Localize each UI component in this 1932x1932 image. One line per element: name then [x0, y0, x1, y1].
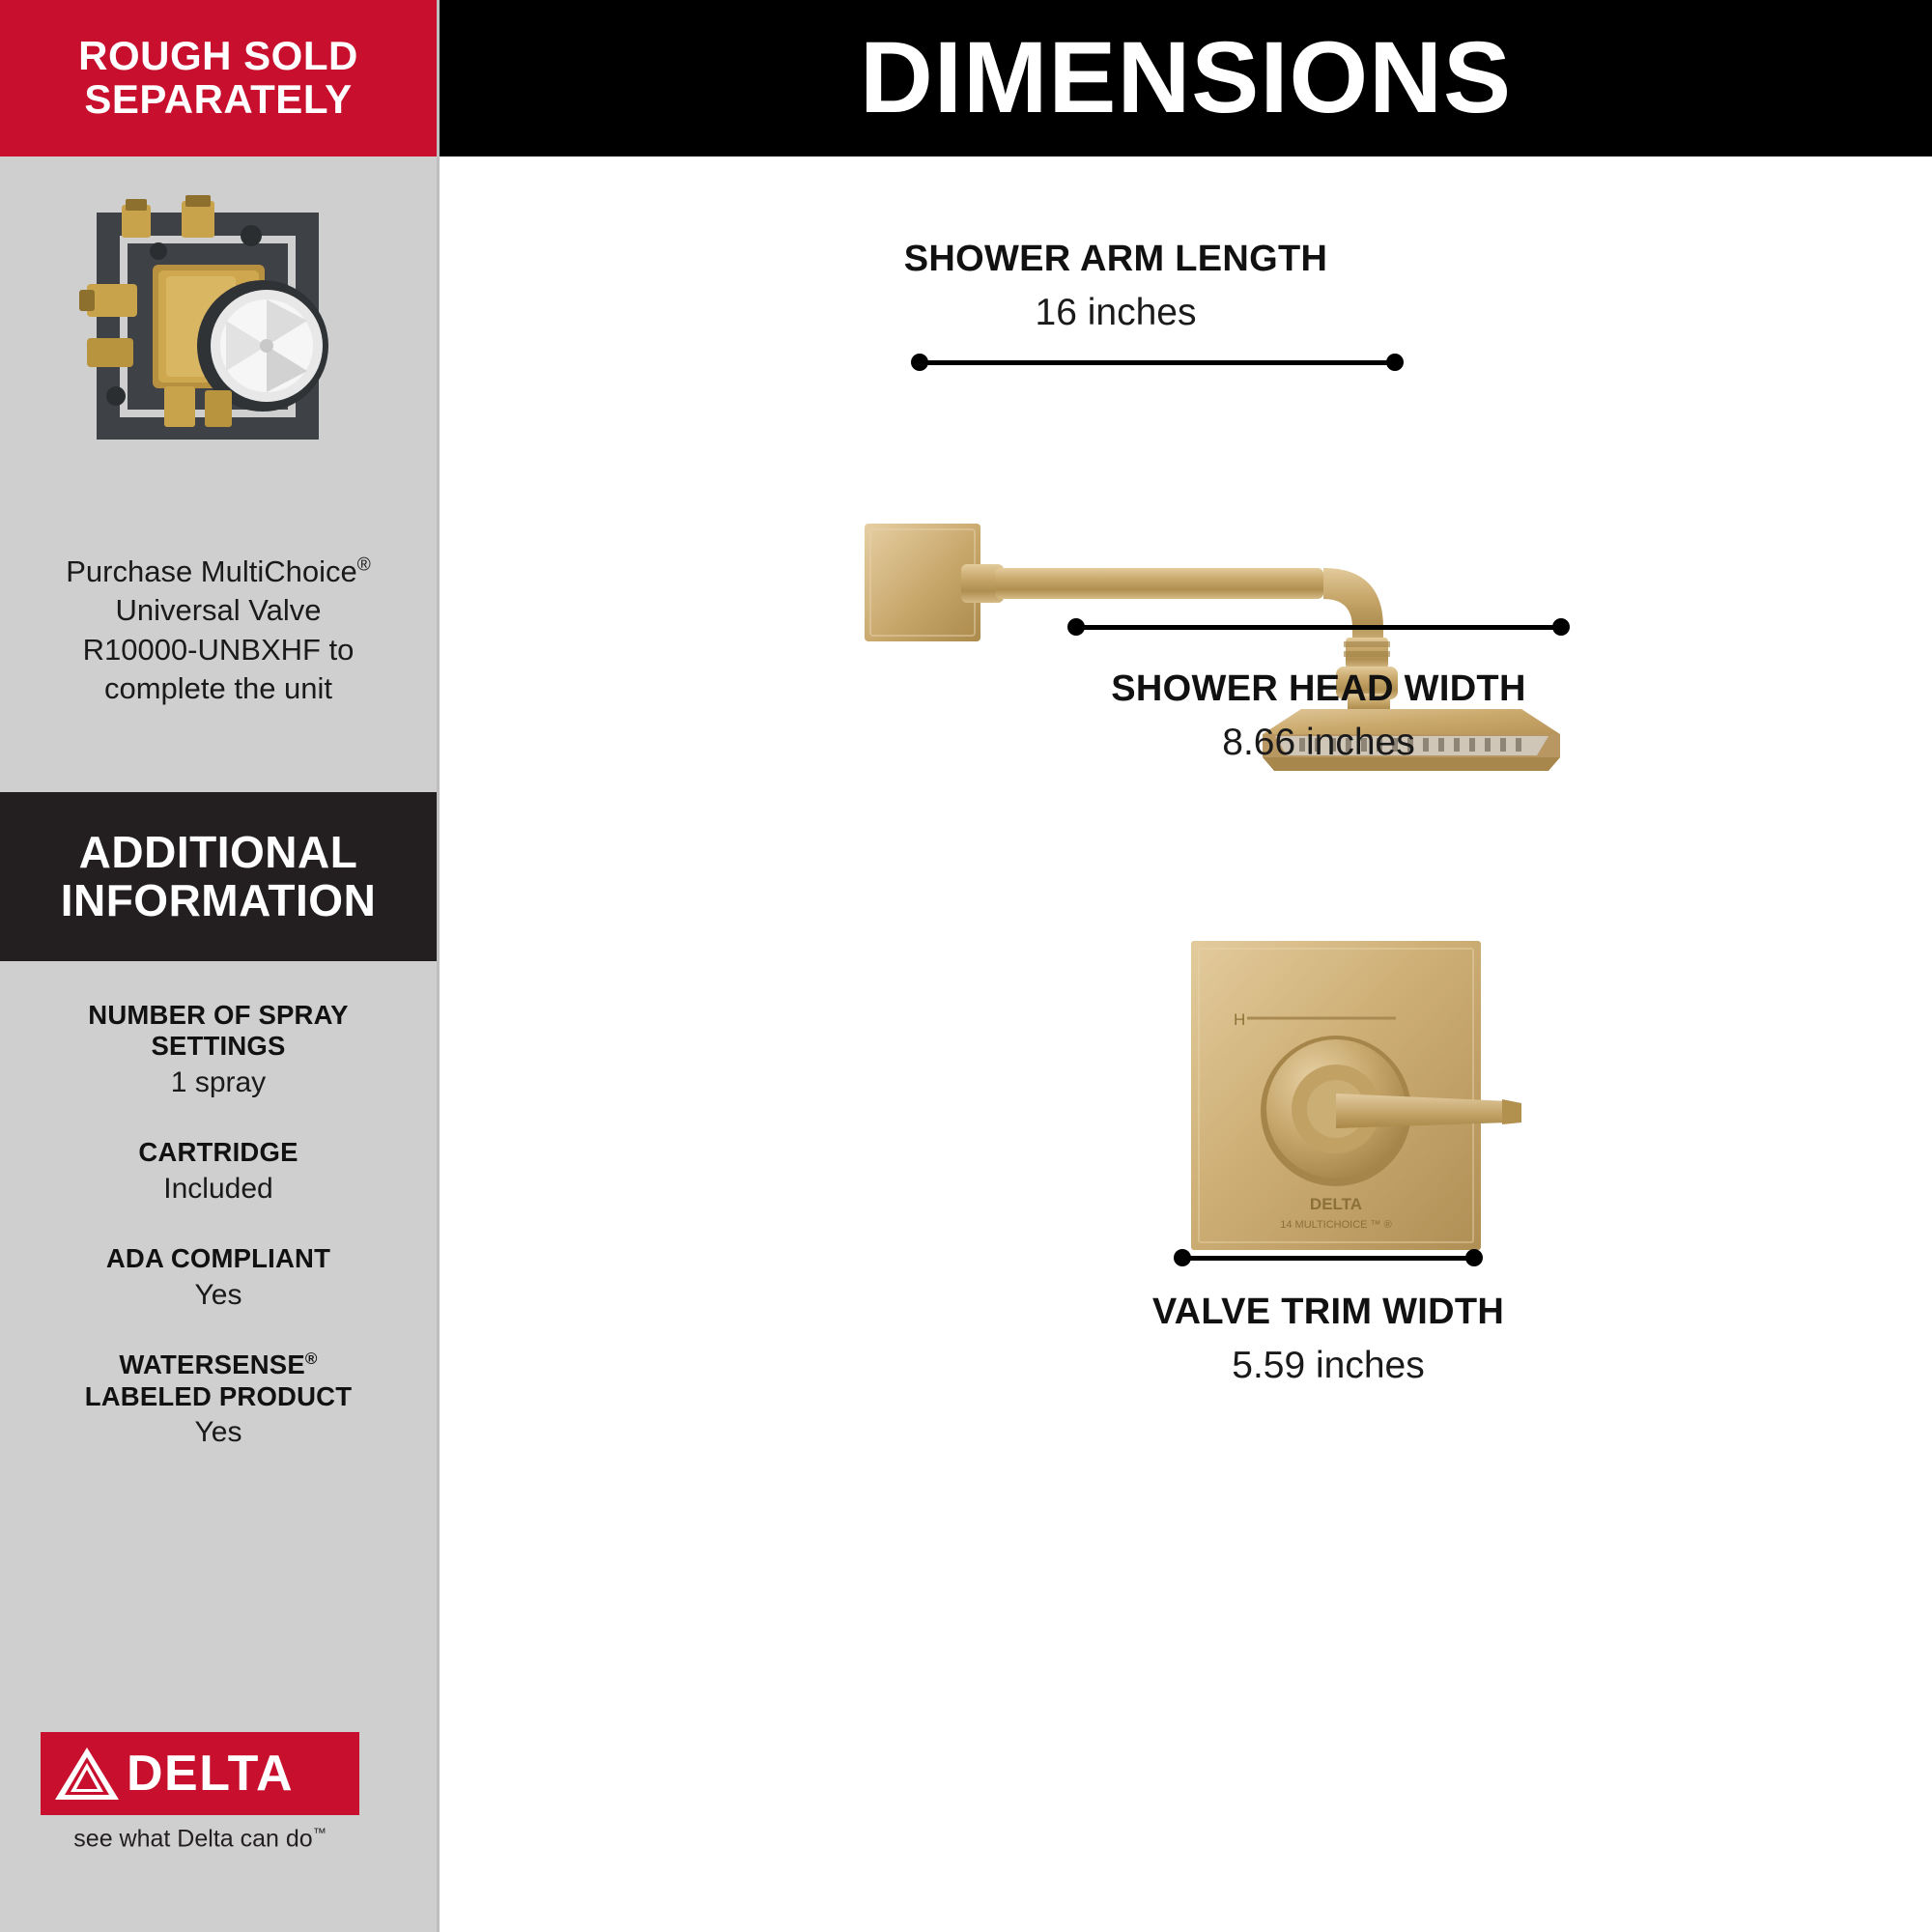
dimension-bar: [1182, 1256, 1474, 1261]
multichoice-universal-valve-image: [58, 176, 377, 495]
page-title-bar: [440, 0, 1932, 156]
registered-mark: ®: [356, 554, 371, 576]
spec-label-line1: CARTRIDGE: [138, 1137, 298, 1168]
rough-banner-line2: SEPARATELY: [84, 76, 353, 122]
spec-ada-compliant: [0, 1243, 437, 1313]
spec-label-line1: ADA COMPLIANT: [105, 1243, 331, 1274]
spec-label-line2: SETTINGS: [151, 1031, 286, 1062]
registered-mark: ®: [304, 1350, 318, 1369]
additional-header-line1: ADDITIONAL: [78, 826, 358, 877]
shower-head-width-dimension-line: [1067, 622, 1570, 632]
spec-label-line1: WATERSENSE: [119, 1350, 305, 1380]
dimension-bar: [920, 360, 1395, 365]
additional-information-header: [0, 792, 437, 961]
spec-value: 1 spray: [170, 1065, 267, 1098]
valve-trim-width-dimension-line: [1174, 1253, 1483, 1263]
rough-sold-separately-banner: [0, 0, 437, 156]
valve-trim-image: [1174, 929, 1618, 1412]
dimension-endpoint-left: [1174, 1249, 1191, 1266]
diagram-area: [440, 156, 1932, 1932]
rough-banner-line1: ROUGH SOLD: [78, 33, 358, 79]
dimension-endpoint-left: [911, 354, 928, 371]
shower-head-width-value: 8.66 inches: [1222, 722, 1415, 763]
shower-head-width-title: SHOWER HEAD WIDTH: [1111, 668, 1526, 709]
valve-trim-width-value: 5.59 inches: [1232, 1345, 1425, 1386]
rough-caption-line1: Purchase MultiChoice: [66, 554, 357, 588]
additional-header-line2: INFORMATION: [60, 874, 377, 925]
dimension-endpoint-right: [1465, 1249, 1483, 1266]
shower-arm-length-title: SHOWER ARM LENGTH: [903, 239, 1328, 279]
spec-watersense: [0, 1350, 437, 1451]
shower-arm-dimension-line: [911, 357, 1404, 367]
rough-valve-panel: [0, 156, 437, 792]
spec-value: Yes: [194, 1278, 242, 1311]
spec-value: Included: [163, 1172, 273, 1205]
rough-caption-line3: R10000-UNBXHF to: [82, 632, 355, 667]
left-info-column: [0, 0, 437, 1932]
delta-logo: [41, 1732, 359, 1858]
svg-text:H: H: [1234, 1010, 1246, 1029]
valve-trim-width-title: VALVE TRIM WIDTH: [1151, 1292, 1505, 1332]
page-title: DIMENSIONS: [859, 21, 1513, 134]
spec-label-line2: LABELED PRODUCT: [84, 1380, 353, 1411]
dimension-endpoint-left: [1067, 618, 1085, 636]
delta-triangle-icon: [53, 1744, 121, 1804]
valve-brand-text: DELTA: [1309, 1195, 1363, 1213]
dimension-bar: [1076, 625, 1561, 630]
rough-caption-line4: complete the unit: [103, 670, 333, 705]
delta-tagline: see what Delta can do™: [73, 1825, 327, 1853]
rough-caption: [14, 553, 423, 708]
spec-cartridge: [0, 1137, 437, 1207]
spec-value: Yes: [194, 1416, 242, 1449]
delta-badge: [41, 1732, 359, 1815]
spec-label-line1: NUMBER OF SPRAY: [88, 1000, 349, 1030]
shower-arm-length-value: 16 inches: [1035, 292, 1197, 333]
spec-spray-settings: [0, 1000, 437, 1100]
rough-caption-line2: Universal Valve: [115, 593, 322, 628]
delta-wordmark: DELTA: [127, 1746, 295, 1802]
dimension-endpoint-right: [1552, 618, 1570, 636]
valve-sub-text: 14 MULTICHOICE ™ ®: [1280, 1219, 1392, 1231]
dimension-endpoint-right: [1386, 354, 1404, 371]
